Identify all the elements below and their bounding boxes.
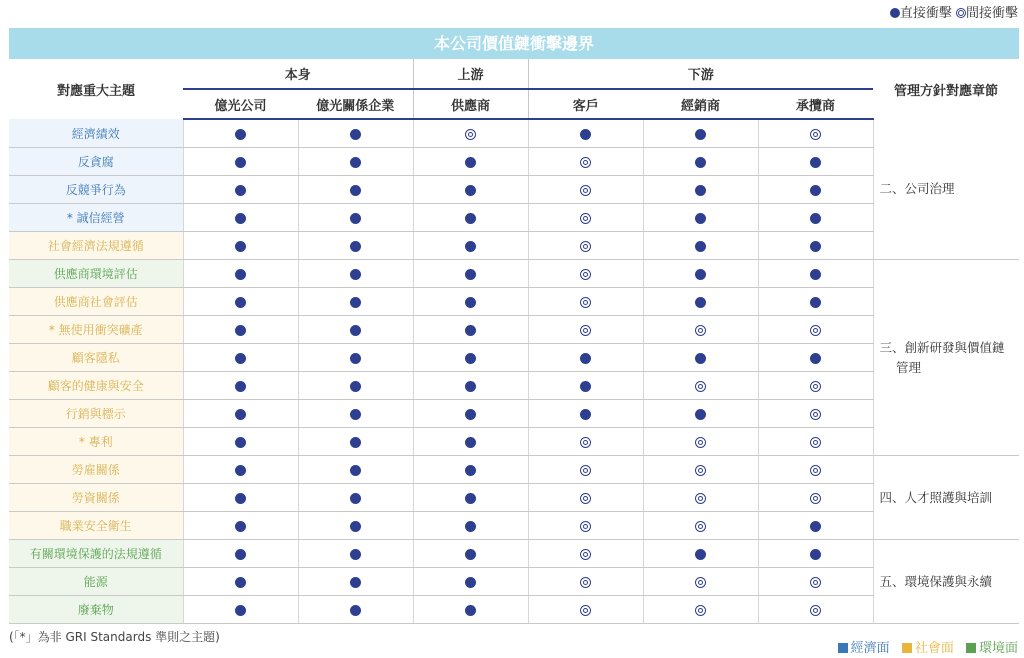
indirect-impact-icon	[810, 437, 821, 448]
table-row	[9, 176, 1019, 204]
impact-cell	[528, 372, 643, 400]
table-row	[9, 316, 1019, 344]
legend-label: 環境面	[978, 641, 1018, 656]
impact-cell	[758, 316, 873, 344]
impact-cell	[413, 372, 528, 400]
direct-impact-icon	[235, 549, 246, 560]
impact-cell	[528, 568, 643, 596]
impact-cell	[298, 400, 413, 428]
table-row	[9, 260, 1019, 288]
impact-cell	[183, 232, 298, 260]
direct-impact-icon	[235, 185, 246, 196]
footnote: (「*」為非 GRI Standards 準則之主題)	[9, 630, 220, 644]
impact-cell	[528, 400, 643, 428]
impact-cell	[413, 484, 528, 512]
impact-cell	[298, 372, 413, 400]
topic-cell: 勞資關係	[9, 484, 183, 512]
direct-impact-icon	[350, 297, 361, 308]
direct-impact-icon	[465, 241, 476, 252]
impact-cell	[183, 568, 298, 596]
impact-cell	[413, 316, 528, 344]
indirect-impact-icon	[580, 577, 591, 588]
indirect-impact-icon	[810, 381, 821, 392]
impact-cell	[643, 344, 758, 372]
impact-cell	[643, 568, 758, 596]
table-row	[9, 428, 1019, 456]
direct-impact-icon	[350, 325, 361, 336]
econ-square-icon	[838, 643, 848, 653]
table-row	[9, 400, 1019, 428]
direct-impact-icon	[350, 549, 361, 560]
table-row	[9, 204, 1019, 232]
impact-cell	[298, 484, 413, 512]
indirect-impact-icon	[810, 409, 821, 420]
indirect-impact-icon	[580, 213, 591, 224]
direct-impact-icon	[465, 381, 476, 392]
direct-impact-icon	[695, 157, 706, 168]
direct-impact-icon	[695, 353, 706, 364]
table-row	[9, 232, 1019, 260]
impact-cell	[298, 148, 413, 176]
legend-label: 經濟面	[850, 641, 890, 656]
impact-cell	[758, 568, 873, 596]
direct-impact-icon	[350, 157, 361, 168]
impact-cell	[528, 204, 643, 232]
impact-cell	[413, 260, 528, 288]
impact-cell	[298, 260, 413, 288]
direct-impact-icon	[695, 549, 706, 560]
impact-cell	[183, 484, 298, 512]
impact-cell	[758, 540, 873, 568]
direct-impact-icon	[350, 129, 361, 140]
topic-cell: * 誠信經營	[9, 204, 183, 232]
topic-cell: 勞雇關係	[9, 456, 183, 484]
direct-impact-icon	[235, 269, 246, 280]
impact-cell	[528, 428, 643, 456]
table-title: 本公司價值鏈衝擊邊界	[9, 28, 1019, 59]
topic-cell: 職業安全衛生	[9, 512, 183, 540]
direct-impact-icon	[465, 577, 476, 588]
impact-cell	[413, 344, 528, 372]
table-row	[9, 484, 1019, 512]
indirect-impact-icon	[695, 465, 706, 476]
col-header: 供應商	[413, 89, 528, 119]
impact-cell	[183, 540, 298, 568]
impact-cell	[413, 596, 528, 624]
direct-impact-icon	[235, 297, 246, 308]
indirect-impact-icon	[580, 297, 591, 308]
impact-cell	[183, 400, 298, 428]
direct-impact-icon	[350, 577, 361, 588]
direct-impact-icon	[465, 437, 476, 448]
impact-cell	[643, 204, 758, 232]
topic-cell: 行銷與標示	[9, 400, 183, 428]
impact-cell	[758, 428, 873, 456]
impact-cell	[643, 428, 758, 456]
direct-impact-icon	[810, 241, 821, 252]
category-legend	[830, 637, 1018, 656]
impact-cell	[183, 596, 298, 624]
impact-cell	[413, 512, 528, 540]
impact-cell	[758, 344, 873, 372]
impact-cell	[528, 119, 643, 148]
direct-impact-icon	[465, 353, 476, 364]
legend-item	[966, 641, 1018, 656]
topic-cell: 能源	[9, 568, 183, 596]
direct-impact-icon	[810, 297, 821, 308]
impact-cell	[183, 512, 298, 540]
impact-cell	[758, 176, 873, 204]
table-row	[9, 540, 1019, 568]
impact-cell	[643, 512, 758, 540]
impact-legend	[890, 2, 1018, 21]
direct-impact-icon	[235, 437, 246, 448]
impact-cell	[643, 119, 758, 148]
impact-cell	[298, 288, 413, 316]
impact-cell	[528, 456, 643, 484]
col-header: 億光關係企業	[298, 89, 413, 119]
impact-cell	[758, 400, 873, 428]
impact-cell	[643, 316, 758, 344]
indirect-impact-icon	[580, 157, 591, 168]
table-row	[9, 568, 1019, 596]
impact-cell	[298, 512, 413, 540]
impact-cell	[758, 484, 873, 512]
direct-impact-icon	[580, 381, 591, 392]
impact-cell	[183, 316, 298, 344]
legend-label: 社會面	[914, 641, 954, 656]
impact-cell	[183, 456, 298, 484]
topic-cell: 反貪腐	[9, 148, 183, 176]
upstream-header: 上游	[413, 59, 528, 89]
impact-cell	[758, 148, 873, 176]
indirect-impact-icon	[580, 493, 591, 504]
direct-impact-icon	[350, 381, 361, 392]
col-header: 經銷商	[643, 89, 758, 119]
direct-impact-icon	[350, 409, 361, 420]
direct-impact-icon	[235, 409, 246, 420]
direct-impact-icon	[465, 521, 476, 532]
impact-cell	[413, 176, 528, 204]
topic-cell: 反競爭行為	[9, 176, 183, 204]
impact-cell	[528, 596, 643, 624]
impact-cell	[183, 260, 298, 288]
impact-cell	[298, 176, 413, 204]
impact-cell	[298, 316, 413, 344]
impact-cell	[413, 428, 528, 456]
topic-cell: 廢棄物	[9, 596, 183, 624]
direct-impact-icon	[350, 521, 361, 532]
impact-cell	[298, 596, 413, 624]
impact-boundary-table	[9, 59, 1019, 624]
direct-impact-icon	[235, 213, 246, 224]
impact-cell	[413, 232, 528, 260]
indirect-impact-icon	[695, 381, 706, 392]
indirect-impact-icon	[695, 577, 706, 588]
indirect-impact-icon	[695, 325, 706, 336]
impact-cell	[298, 204, 413, 232]
indirect-impact-icon	[695, 493, 706, 504]
direct-impact-icon	[465, 157, 476, 168]
indirect-impact-icon	[695, 521, 706, 532]
direct-impact-icon	[695, 241, 706, 252]
indirect-impact-icon	[695, 437, 706, 448]
legend-item	[838, 641, 890, 656]
indirect-impact-icon	[695, 605, 706, 616]
direct-impact-icon	[350, 241, 361, 252]
direct-impact-icon	[695, 129, 706, 140]
impact-cell	[528, 260, 643, 288]
impact-cell	[643, 232, 758, 260]
direct-impact-icon	[350, 185, 361, 196]
indirect-impact-icon	[810, 325, 821, 336]
indirect-impact-icon	[465, 129, 476, 140]
indirect-impact-icon	[580, 549, 591, 560]
direct-impact-icon	[235, 129, 246, 140]
indirect-impact-icon	[810, 465, 821, 476]
topic-cell: 供應商社會評估	[9, 288, 183, 316]
direct-impact-icon	[465, 185, 476, 196]
direct-impact-icon	[695, 185, 706, 196]
direct-impact-icon	[350, 353, 361, 364]
indirect-impact-icon	[580, 325, 591, 336]
impact-cell	[643, 596, 758, 624]
topic-cell: 顧客隱私	[9, 344, 183, 372]
impact-cell	[643, 260, 758, 288]
impact-cell	[183, 148, 298, 176]
impact-cell	[643, 148, 758, 176]
impact-cell	[758, 204, 873, 232]
impact-cell	[528, 288, 643, 316]
direct-impact-icon	[235, 577, 246, 588]
direct-impact-icon	[695, 269, 706, 280]
impact-cell	[528, 148, 643, 176]
table-body	[9, 119, 1019, 624]
direct-impact-icon	[235, 465, 246, 476]
impact-cell	[183, 372, 298, 400]
impact-cell	[758, 260, 873, 288]
impact-cell	[528, 176, 643, 204]
topic-cell: 經濟績效	[9, 119, 183, 148]
indirect-impact-icon	[810, 493, 821, 504]
impact-cell	[413, 456, 528, 484]
col-header: 億光公司	[183, 89, 298, 119]
direct-impact-icon	[350, 213, 361, 224]
social-square-icon	[902, 643, 912, 653]
direct-impact-icon	[695, 297, 706, 308]
chapter-cell: 三、創新研發與價值鏈 管理	[873, 260, 1019, 456]
downstream-header: 下游	[528, 59, 873, 89]
impact-cell	[413, 400, 528, 428]
col-header: 承攬商	[758, 89, 873, 119]
direct-impact-icon	[580, 409, 591, 420]
impact-cell	[183, 204, 298, 232]
direct-impact-icon	[235, 157, 246, 168]
impact-cell	[183, 344, 298, 372]
chapter-cell: 五、環境保護與永續	[873, 540, 1019, 624]
direct-impact-icon	[810, 521, 821, 532]
direct-impact-icon	[235, 521, 246, 532]
impact-cell	[298, 540, 413, 568]
direct-impact-icon	[465, 465, 476, 476]
indirect-impact-icon	[580, 465, 591, 476]
topic-cell: 供應商環境評估	[9, 260, 183, 288]
impact-cell	[298, 456, 413, 484]
indirect-impact-icon	[580, 521, 591, 532]
indirect-impact-icon	[580, 437, 591, 448]
impact-cell	[758, 456, 873, 484]
direct-impact-icon	[465, 213, 476, 224]
impact-cell	[183, 288, 298, 316]
direct-impact-icon	[235, 605, 246, 616]
direct-impact-icon	[580, 129, 591, 140]
indirect-impact-icon	[580, 241, 591, 252]
direct-impact-icon	[350, 269, 361, 280]
direct-impact-icon	[810, 549, 821, 560]
direct-impact-icon	[465, 325, 476, 336]
impact-cell	[528, 344, 643, 372]
table-row	[9, 344, 1019, 372]
impact-cell	[758, 232, 873, 260]
direct-impact-icon	[350, 493, 361, 504]
direct-impact-icon	[465, 549, 476, 560]
direct-impact-icon	[465, 605, 476, 616]
indirect-impact-icon	[956, 8, 966, 18]
impact-cell	[298, 119, 413, 148]
direct-impact-icon	[890, 8, 900, 18]
direct-impact-icon	[235, 381, 246, 392]
direct-impact-icon	[235, 325, 246, 336]
direct-impact-icon	[465, 409, 476, 420]
chapter-header: 管理方針對應章節	[894, 83, 999, 99]
direct-impact-icon	[580, 353, 591, 364]
topic-cell: * 專利	[9, 428, 183, 456]
legend-item	[902, 641, 954, 656]
direct-impact-icon	[695, 213, 706, 224]
impact-cell	[643, 372, 758, 400]
topic-cell: 有關環境保護的法規遵循	[9, 540, 183, 568]
impact-cell	[413, 204, 528, 232]
impact-cell	[758, 512, 873, 540]
impact-cell	[758, 119, 873, 148]
impact-cell	[528, 512, 643, 540]
direct-impact-icon	[810, 353, 821, 364]
direct-impact-icon	[695, 409, 706, 420]
direct-impact-icon	[235, 353, 246, 364]
impact-cell	[528, 232, 643, 260]
impact-cell	[643, 456, 758, 484]
impact-cell	[413, 148, 528, 176]
col-header: 客戶	[528, 89, 643, 119]
impact-cell	[413, 288, 528, 316]
direct-impact-icon	[235, 241, 246, 252]
impact-cell	[413, 540, 528, 568]
self-header: 本身	[183, 59, 413, 89]
table-row	[9, 596, 1019, 624]
impact-cell	[528, 540, 643, 568]
indirect-impact-icon	[810, 129, 821, 140]
topic-header: 對應重大主題	[56, 83, 135, 99]
legend-direct-label: 直接衝擊	[899, 6, 952, 21]
topic-cell: * 無使用衝突礦產	[9, 316, 183, 344]
impact-cell	[298, 232, 413, 260]
chapter-cell: 二、公司治理	[873, 119, 1019, 260]
direct-impact-icon	[465, 269, 476, 280]
impact-cell	[413, 568, 528, 596]
env-square-icon	[966, 643, 976, 653]
impact-cell	[528, 316, 643, 344]
indirect-impact-icon	[810, 605, 821, 616]
direct-impact-icon	[810, 213, 821, 224]
direct-impact-icon	[810, 185, 821, 196]
impact-cell	[643, 540, 758, 568]
direct-impact-icon	[810, 269, 821, 280]
table-row	[9, 372, 1019, 400]
topic-cell: 社會經濟法規遵循	[9, 232, 183, 260]
table-row	[9, 456, 1019, 484]
direct-impact-icon	[350, 465, 361, 476]
direct-impact-icon	[235, 493, 246, 504]
impact-cell	[298, 568, 413, 596]
direct-impact-icon	[465, 297, 476, 308]
direct-impact-icon	[465, 493, 476, 504]
impact-cell	[643, 484, 758, 512]
impact-cell	[643, 288, 758, 316]
impact-cell	[758, 596, 873, 624]
legend-indirect-label: 間接衝擊	[965, 6, 1018, 21]
impact-cell	[298, 428, 413, 456]
table-row	[9, 119, 1019, 148]
indirect-impact-icon	[580, 605, 591, 616]
table-row	[9, 288, 1019, 316]
topic-cell: 顧客的健康與安全	[9, 372, 183, 400]
impact-cell	[183, 119, 298, 148]
impact-cell	[528, 484, 643, 512]
table-row	[9, 148, 1019, 176]
impact-cell	[413, 119, 528, 148]
direct-impact-icon	[810, 157, 821, 168]
impact-cell	[298, 344, 413, 372]
direct-impact-icon	[350, 605, 361, 616]
indirect-impact-icon	[580, 185, 591, 196]
indirect-impact-icon	[580, 269, 591, 280]
table-row	[9, 512, 1019, 540]
chapter-cell: 四、人才照護與培訓	[873, 456, 1019, 540]
impact-cell	[183, 428, 298, 456]
impact-cell	[643, 176, 758, 204]
indirect-impact-icon	[810, 577, 821, 588]
impact-cell	[758, 372, 873, 400]
impact-cell	[183, 176, 298, 204]
impact-cell	[643, 400, 758, 428]
impact-cell	[758, 288, 873, 316]
direct-impact-icon	[350, 437, 361, 448]
